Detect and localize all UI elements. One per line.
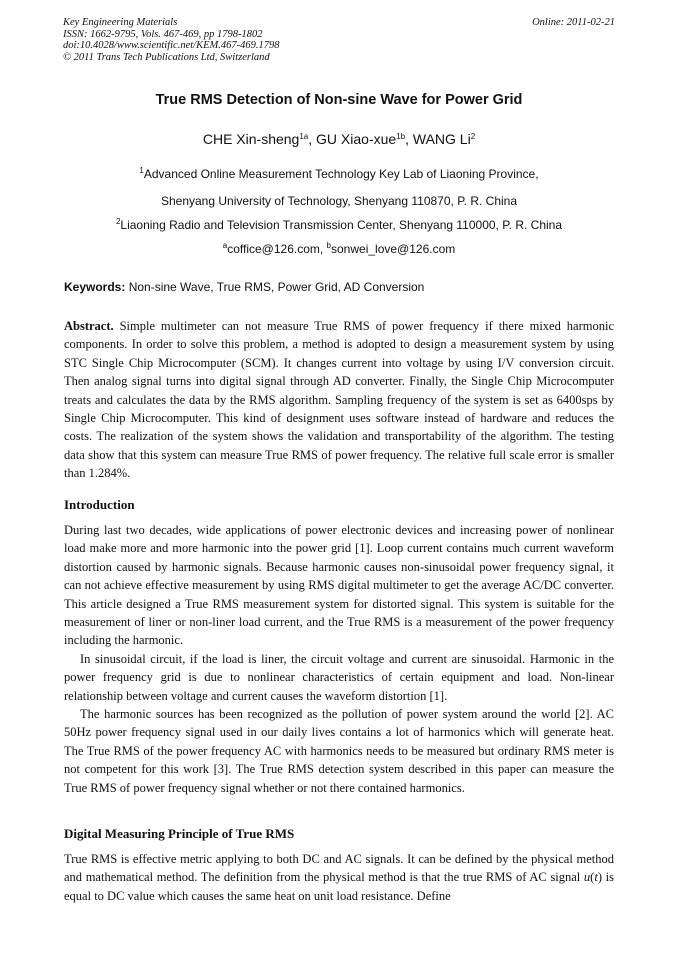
email-a: coffice@126.com, bbox=[227, 242, 327, 256]
keywords-label: Keywords: bbox=[64, 280, 126, 294]
introduction-body bbox=[64, 521, 614, 797]
affiliation-sup: 2 bbox=[115, 217, 121, 226]
paren: ) bbox=[597, 870, 602, 885]
paragraph: The harmonic sources has been recognized as the pollution of power system around the world [2]. AC 50Hz power frequency signal used in our daily lives contains a lot of harmonics which will generate heat. The True RMS of the power frequency AC with harmonics needs to be measured but ordinary RMS meter is not competent for this work [3]. The True RMS detection system described in this paper can measure the True RMS of power frequency signal whether or not there contained harmonics. bbox=[64, 707, 614, 795]
email-sup: a bbox=[222, 241, 228, 250]
affiliation-1-line-1 bbox=[0, 167, 678, 181]
author-sup: 1a bbox=[299, 132, 309, 141]
author-sep: , bbox=[405, 131, 413, 147]
affiliation-2 bbox=[0, 218, 678, 232]
online-date: Online: 2011-02-21 bbox=[532, 17, 615, 28]
author-name: GU Xiao-xue bbox=[316, 131, 397, 147]
paren: ( bbox=[590, 870, 595, 885]
affiliation-text: Liaoning Radio and Television Transmission Center, Shenyang 110000, P. R. China bbox=[120, 218, 563, 232]
keywords-text: Non-sine Wave, True RMS, Power Grid, AD Conversion bbox=[125, 280, 425, 294]
paragraph-text: is equal to DC value which causes the same heat on unit load resistance. Define bbox=[64, 870, 614, 903]
variable-t: t bbox=[594, 870, 598, 885]
paragraph-text: True RMS is effective metric applying to both DC and AC signals. It can be defined by the physical method and mathematical method. The definition from the physical method is that the true RMS of AC signal bbox=[64, 852, 614, 885]
abstract-text: Simple multimeter can not measure True RMS of power frequency if there mixed harmonic components. In order to solve this problem, a method is adopted to design a measurement system by using STC Single Chip Microcomputer (SCM). It changes current into voltage by using I/V conversion circuit. Then analog signal turns into digital signal through AD converter. Finally, the Single Chip Microcomputer treats and calculates the data by the RMS algorithm. Sampling frequency of the system is set as 6400sps by Single Chip Microcomputer. This kind of designment uses software instead of hardware and reduces the costs. The realization of the system shows the validation and transportability of the algorithm. The testing data show that this system can measure True RMS of power frequency. The relative full scale error is smaller than 1.284%. bbox=[64, 319, 614, 481]
email-sup: b bbox=[326, 241, 331, 250]
email-b: sonwei_love@126.com bbox=[331, 242, 456, 256]
paragraph: During last two decades, wide applications of power electronic devices and increasing power of nonlinear load make more and more harmonic into the power grid [1]. Loop current contains much current waveform distortion caused by harmonic signals. Because harmonic causes non-sinusoidal power frequency signal, it can not achieve effective measurement by using RMS digital multimeter to get the average AC/DC converter. This article designed a True RMS measurement system for distorted signal. This system is suitable for the measurement of liner or non-liner load current, and the True RMS is a measurement of the power frequency including the harmonic. bbox=[64, 523, 614, 648]
paragraph: In sinusoidal circuit, if the load is liner, the circuit voltage and current are sinusoidal. Harmonic in the power frequency grid is due to nonlinear characteristics of certain equipment and load. Non-linear relationship between voltage and current causes the waveform distortion [1]. bbox=[64, 651, 614, 703]
keywords bbox=[64, 280, 616, 294]
section-heading-introduction: Introduction bbox=[64, 497, 135, 512]
author-sep: , bbox=[308, 131, 317, 147]
doi-line: doi:10.4028/www.scientific.net/KEM.467-469.1798 bbox=[63, 40, 280, 51]
abstract bbox=[64, 317, 614, 483]
author-sup: 2 bbox=[470, 132, 476, 141]
author-sup: 1b bbox=[396, 132, 406, 141]
affiliation-text: Advanced Online Measurement Technology Key Lab of Liaoning Province, bbox=[143, 167, 539, 181]
affiliation-sup: 1 bbox=[139, 166, 144, 175]
copyright-line: © 2011 Trans Tech Publications Ltd, Switzerland bbox=[63, 51, 270, 63]
section-heading-digital-measuring: Digital Measuring Principle of True RMS bbox=[64, 826, 295, 841]
paragraph bbox=[64, 850, 614, 905]
author-name: CHE Xin-sheng bbox=[202, 131, 300, 147]
author-name: WANG Li bbox=[412, 131, 471, 147]
journal-name: Key Engineering Materials bbox=[63, 17, 178, 28]
abstract-label: Abstract. bbox=[64, 319, 114, 333]
affiliation-1-line-2: Shenyang University of Technology, Shenyang 110870, P. R. China bbox=[160, 194, 517, 208]
journal-header bbox=[63, 17, 615, 63]
section2-body bbox=[64, 850, 614, 905]
paper-title: True RMS Detection of Non-sine Wave for Power Grid bbox=[155, 92, 523, 108]
author-list bbox=[0, 131, 678, 147]
issn-line: ISSN: 1662-9795, Vols. 467-469, pp 1798-1802 bbox=[63, 28, 263, 40]
email-line bbox=[0, 242, 678, 256]
variable-u: u bbox=[583, 870, 591, 885]
